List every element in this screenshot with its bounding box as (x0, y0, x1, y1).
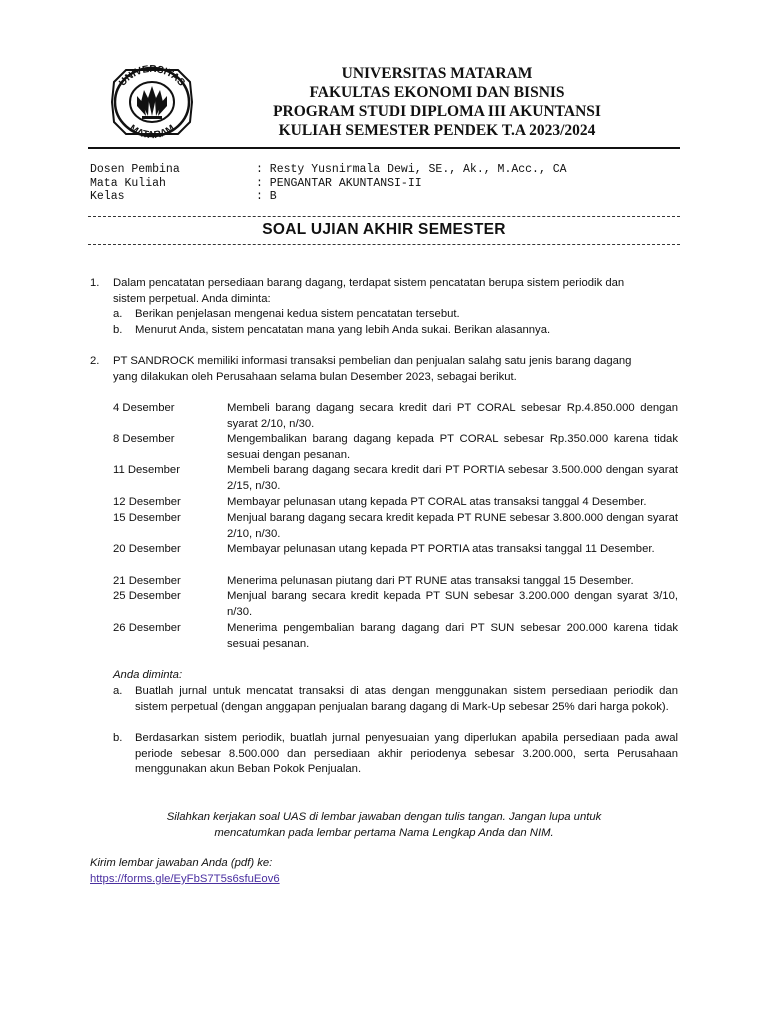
svg-text:UNIVERSITAS (117, 64, 187, 89)
question-number: 1. (90, 277, 100, 289)
header-divider (88, 147, 680, 149)
transaction-desc: Membayar pelunasan utang kepada PT CORAL atas transaksi tanggal 4 Desember. (227, 496, 647, 508)
transaction-desc: Menjual barang secara kredit kepada PT SUN sebesar 3.200.000 dengan syarat 3/10, n/30. (227, 590, 678, 618)
send-label: Kirim lembar jawaban Anda (pdf) ke: (90, 857, 273, 869)
question-text: PT SANDROCK memiliki informasi transaksi pembelian dan penjualan salahg satu jenis barang dagang (113, 355, 632, 367)
question-number: 2. (90, 355, 100, 367)
info-value: : B (256, 190, 277, 203)
question-text: yang dilakukan oleh Perusahaan selama bulan Desember 2023, sebagai berikut. (113, 371, 517, 383)
transaction-desc: Menjual barang dagang secara kredit kepada PT RUNE sebesar 3.800.000 dengan syarat 2/10, n/30. (227, 512, 678, 540)
task-letter: a. (113, 685, 123, 697)
dashed-divider (88, 216, 680, 217)
question-text: Dalam pencatatan persediaan barang dagang, terdapat sistem pencatatan berupa sistem periodik dan (113, 277, 625, 289)
transaction-desc: Membeli barang dagang secara kredit dari PT CORAL sebesar Rp.4.850.000 dengan syarat 2/10, n/30. (227, 402, 678, 430)
info-value: : Resty Yusnirmala Dewi, SE., Ak., M.Acc., CA (256, 163, 567, 176)
task-heading: Anda diminta: (113, 669, 183, 681)
logo-bottom-text: MATARAM (127, 123, 177, 142)
note-line: mencatumkan pada lembar pertama Nama Lengkap Anda dan NIM. (214, 827, 554, 839)
logo-top-text: UNIVERSITAS (117, 63, 187, 89)
university-seal-icon (104, 62, 200, 142)
transaction-desc: Membayar pelunasan utang kepada PT PORTIA atas transaksi tanggal 11 Desember. (227, 543, 655, 555)
transaction-date: 15 Desember (113, 512, 181, 524)
note-line: Silahkan kerjakan soal UAS di lembar jawaban dengan tulis tangan. Jangan lupa untuk (166, 811, 602, 823)
institution-header (222, 64, 652, 140)
dashed-divider (88, 244, 680, 245)
transaction-date: 8 Desember (113, 433, 175, 445)
header-university: UNIVERSITAS MATARAM (341, 65, 533, 82)
transaction-date: 25 Desember (113, 590, 181, 602)
header-semester: KULIAH SEMESTER PENDEK T.A 2023/2024 (278, 122, 596, 139)
transaction-date: 12 Desember (113, 496, 181, 508)
exam-title: SOAL UJIAN AKHIR SEMESTER (262, 221, 506, 238)
transaction-date: 11 Desember (113, 464, 180, 476)
transaction-date: 4 Desember (113, 402, 175, 414)
item-letter: a. (113, 308, 123, 320)
transaction-date: 20 Desember (113, 543, 181, 555)
item-text: Berikan penjelasan mengenai kedua sistem pencatatan tersebut. (135, 308, 460, 320)
item-letter: b. (113, 324, 123, 336)
question-text: sistem perpetual. Anda diminta: (113, 293, 271, 305)
item-text: Menurut Anda, sistem pencatatan mana yang lebih Anda sukai. Berikan alasannya. (135, 324, 551, 336)
transaction-date: 21 Desember (113, 575, 181, 587)
info-value: : PENGANTAR AKUNTANSI-II (256, 176, 422, 190)
header-program: PROGRAM STUDI DIPLOMA III AKUNTANSI (273, 103, 601, 120)
transaction-desc: Menerima pelunasan piutang dari PT RUNE atas transaksi tanggal 15 Desember. (227, 575, 634, 587)
transaction-desc: Mengembalikan barang dagang kepada PT CORAL sebesar Rp.350.000 karena tidak sesuai dengan pesanan. (227, 433, 678, 461)
task-text: Buatlah jurnal untuk mencatat transaksi di atas dengan menggunakan sistem persediaan periodik dan sistem perpetual (dengan anggapan penjualan barang dagang di Mark-Up sebesar 25% dari harga pokok). (135, 685, 678, 713)
svg-text:MATARAM (127, 123, 177, 141)
info-label: Kelas (90, 190, 125, 203)
submission-link[interactable]: https://forms.gle/EyFbS7T5s6sfuEov6 (90, 873, 280, 885)
transaction-date: 26 Desember (113, 622, 181, 634)
info-label: Mata Kuliah (90, 176, 166, 190)
transaction-desc: Membeli barang dagang secara kredit dari PT PORTIA sebesar 3.500.000 dengan syarat 2/15, n/30. (227, 464, 678, 492)
header-faculty: FAKULTAS EKONOMI DAN BISNIS (309, 84, 565, 101)
task-text: Berdasarkan sistem periodik, buatlah jurnal penyesuaian yang diperlukan apabila persediaan pada awal periode sebesar 8.500.000 dan persediaan akhir periodenya sebesar 3.200.000, serta Perusahaan menggunakan akun Beban Pokok Penjualan. (135, 732, 678, 775)
info-label: Dosen Pembina (90, 163, 180, 176)
transaction-desc: Menerima pengembalian barang dagang dari PT SUN sebesar 200.000 karena tidak sesuai pesanan. (227, 622, 678, 650)
task-letter: b. (113, 732, 123, 744)
